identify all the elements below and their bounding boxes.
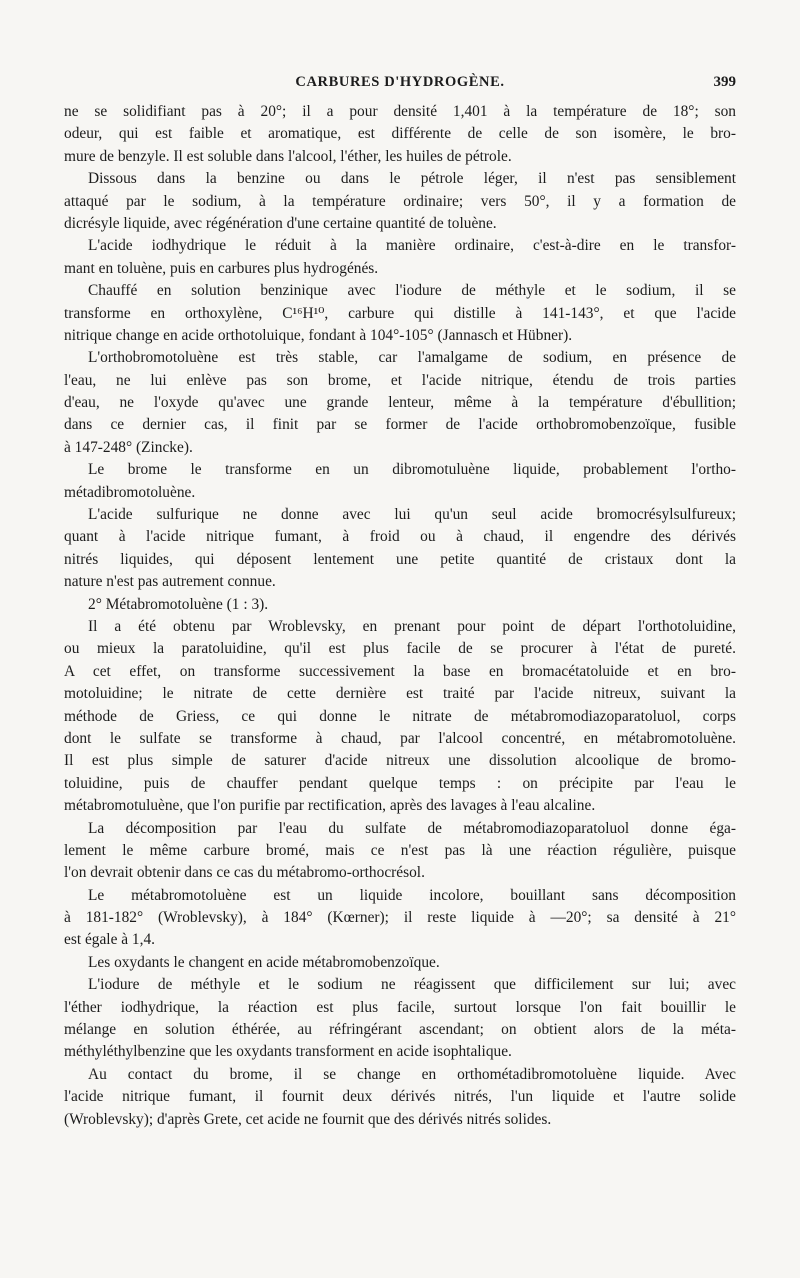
text-line: nature n'est pas autrement connue.: [64, 573, 276, 591]
text-line: d'eau, ne l'oxyde qu'avec une grande lenteur, même à la température d'ébullition;: [64, 394, 736, 412]
text-line: L'orthobromotoluène est très stable, car l'amalgame de sodium, en présence de: [88, 349, 736, 367]
text-line: A cet effet, on transforme successivement la base en bromacétatoluide et en bro-: [64, 662, 736, 680]
text-line: motoluidine; le nitrate de cette dernière est traité par l'acide nitreux, suivant la: [64, 685, 736, 703]
text-line: Le métabromotoluène est un liquide incolore, bouillant sans décomposition: [88, 886, 736, 904]
text-line: l'acide nitrique fumant, il fournit deux dérivés nitrés, l'un liquide et l'autre solide: [64, 1088, 736, 1106]
text-line: La décomposition par l'eau du sulfate de métabromodiazoparatoluol donne éga-: [88, 819, 736, 837]
page-number: 399: [713, 74, 736, 90]
text-line: L'iodure de méthyle et le sodium ne réagissent que difficilement sur lui; avec: [88, 976, 736, 994]
text-line: mant en toluène, puis en carbures plus hydrogénés.: [64, 259, 379, 277]
text-line: l'éther iodhydrique, la réaction est plus facile, surtout lorsque l'on fait bouillir le: [64, 998, 736, 1016]
text-line: dans ce dernier cas, il finit par se former de l'acide orthobromobenzoïque, fusible: [64, 416, 736, 434]
text-line: l'on devrait obtenir dans ce cas du métabromo-orthocrésol.: [64, 864, 425, 882]
text-line: mélange en solution éthérée, au réfringérant ascendant; on obtient alors de la méta-: [64, 1021, 736, 1039]
text-line: à 147-248° (Zincke).: [64, 438, 193, 456]
text-line: L'acide iodhydrique le réduit à la manière ordinaire, c'est-à-dire en le transfor-: [88, 237, 736, 255]
text-line: ou mieux la paratoluidine, qu'il est plus facile de se procurer à l'état de pureté.: [64, 640, 736, 658]
text-line: Au contact du brome, il se change en orthométadibromotoluène liquide. Avec: [88, 1065, 736, 1083]
text-line: L'acide sulfurique ne donne avec lui qu'un seul acide bromocrésylsulfureux;: [88, 506, 736, 524]
text-line: méthyléthylbenzine que les oxydants transforment en acide isophtalique.: [64, 1043, 512, 1061]
text-line: ne se solidifiant pas à 20°; il a pour densité 1,401 à la température de 18°; son: [64, 103, 736, 120]
text-line: nitrique change en acide orthotoluique, fondant à 104°-105° (Jannasch et Hübner).: [64, 326, 573, 344]
running-title: CARBURES D'HYDROGÈNE.: [295, 74, 505, 90]
text-line: attaqué par le sodium, à la température ordinaire; vers 50°, il y a formation de: [64, 192, 736, 210]
text-line: lement le même carbure bromé, mais ce n'est pas là une réaction régulière, puisque: [64, 841, 736, 859]
text-line: dont le sulfate se transforme à chaud, par l'alcool concentré, en métabromotoluène.: [64, 729, 736, 747]
text-line: toluidine, puis de chauffer pendant quelque temps : on précipite par l'eau le: [64, 774, 736, 792]
text-line: Les oxydants le changent en acide métabromobenzoïque.: [88, 953, 440, 971]
text-line: Chauffé en solution benzinique avec l'iodure de méthyle et le sodium, il se: [88, 282, 736, 300]
body-text: [64, 101, 736, 1131]
text-line: méthode de Griess, ce qui donne le nitrate de métabromodiazoparatoluol, corps: [64, 707, 736, 725]
text-line: dicrésyle liquide, avec régénération d'une certaine quantité de toluène.: [64, 214, 497, 232]
text-line: Il est plus simple de saturer d'acide nitreux une dissolution alcoolique de bromo-: [64, 752, 736, 770]
text-line: l'eau, ne lui enlève pas son brome, et l'acide nitrique, étendu de trois parties: [64, 371, 736, 389]
text-line: odeur, qui est faible et aromatique, est différente de celle de son isomère, le bro-: [64, 125, 736, 143]
text-line: quant à l'acide nitrique fumant, à froid ou à chaud, il engendre des dérivés: [64, 528, 736, 546]
text-line: nitrés liquides, qui déposent lentement une petite quantité de cristaux dont la: [64, 550, 736, 568]
text-line: métabromotuluène, que l'on purifie par rectification, après des lavages à l'eau alcaline.: [64, 797, 596, 815]
text-line: 2° Métabromotoluène (1 : 3).: [88, 595, 269, 613]
text-line: à 181-182° (Wroblevsky), à 184° (Kœrner); il reste liquide à —20°; sa densité à 21°: [64, 909, 736, 927]
text-line: est égale à 1,4.: [64, 931, 156, 949]
running-header: [64, 74, 736, 96]
text-line: (Wroblevsky); d'après Grete, cet acide ne fournit que des dérivés nitrés solides.: [64, 1110, 552, 1128]
text-line: mure de benzyle. Il est soluble dans l'alcool, l'éther, les huiles de pétrole.: [64, 147, 512, 165]
text-line: Le brome le transforme en un dibromotuluène liquide, probablement l'ortho-: [88, 461, 736, 479]
text-line: transforme en orthoxylène, C¹⁶H¹⁰, carbure qui distille à 141-143°, et que l'acide: [64, 304, 736, 322]
text-line: métadibromotoluène.: [64, 483, 196, 501]
text-line: Il a été obtenu par Wroblevsky, en prenant pour point de départ l'orthotoluidine,: [88, 617, 736, 635]
text-line: Dissous dans la benzine ou dans le pétrole léger, il n'est pas sensiblement: [88, 170, 736, 188]
